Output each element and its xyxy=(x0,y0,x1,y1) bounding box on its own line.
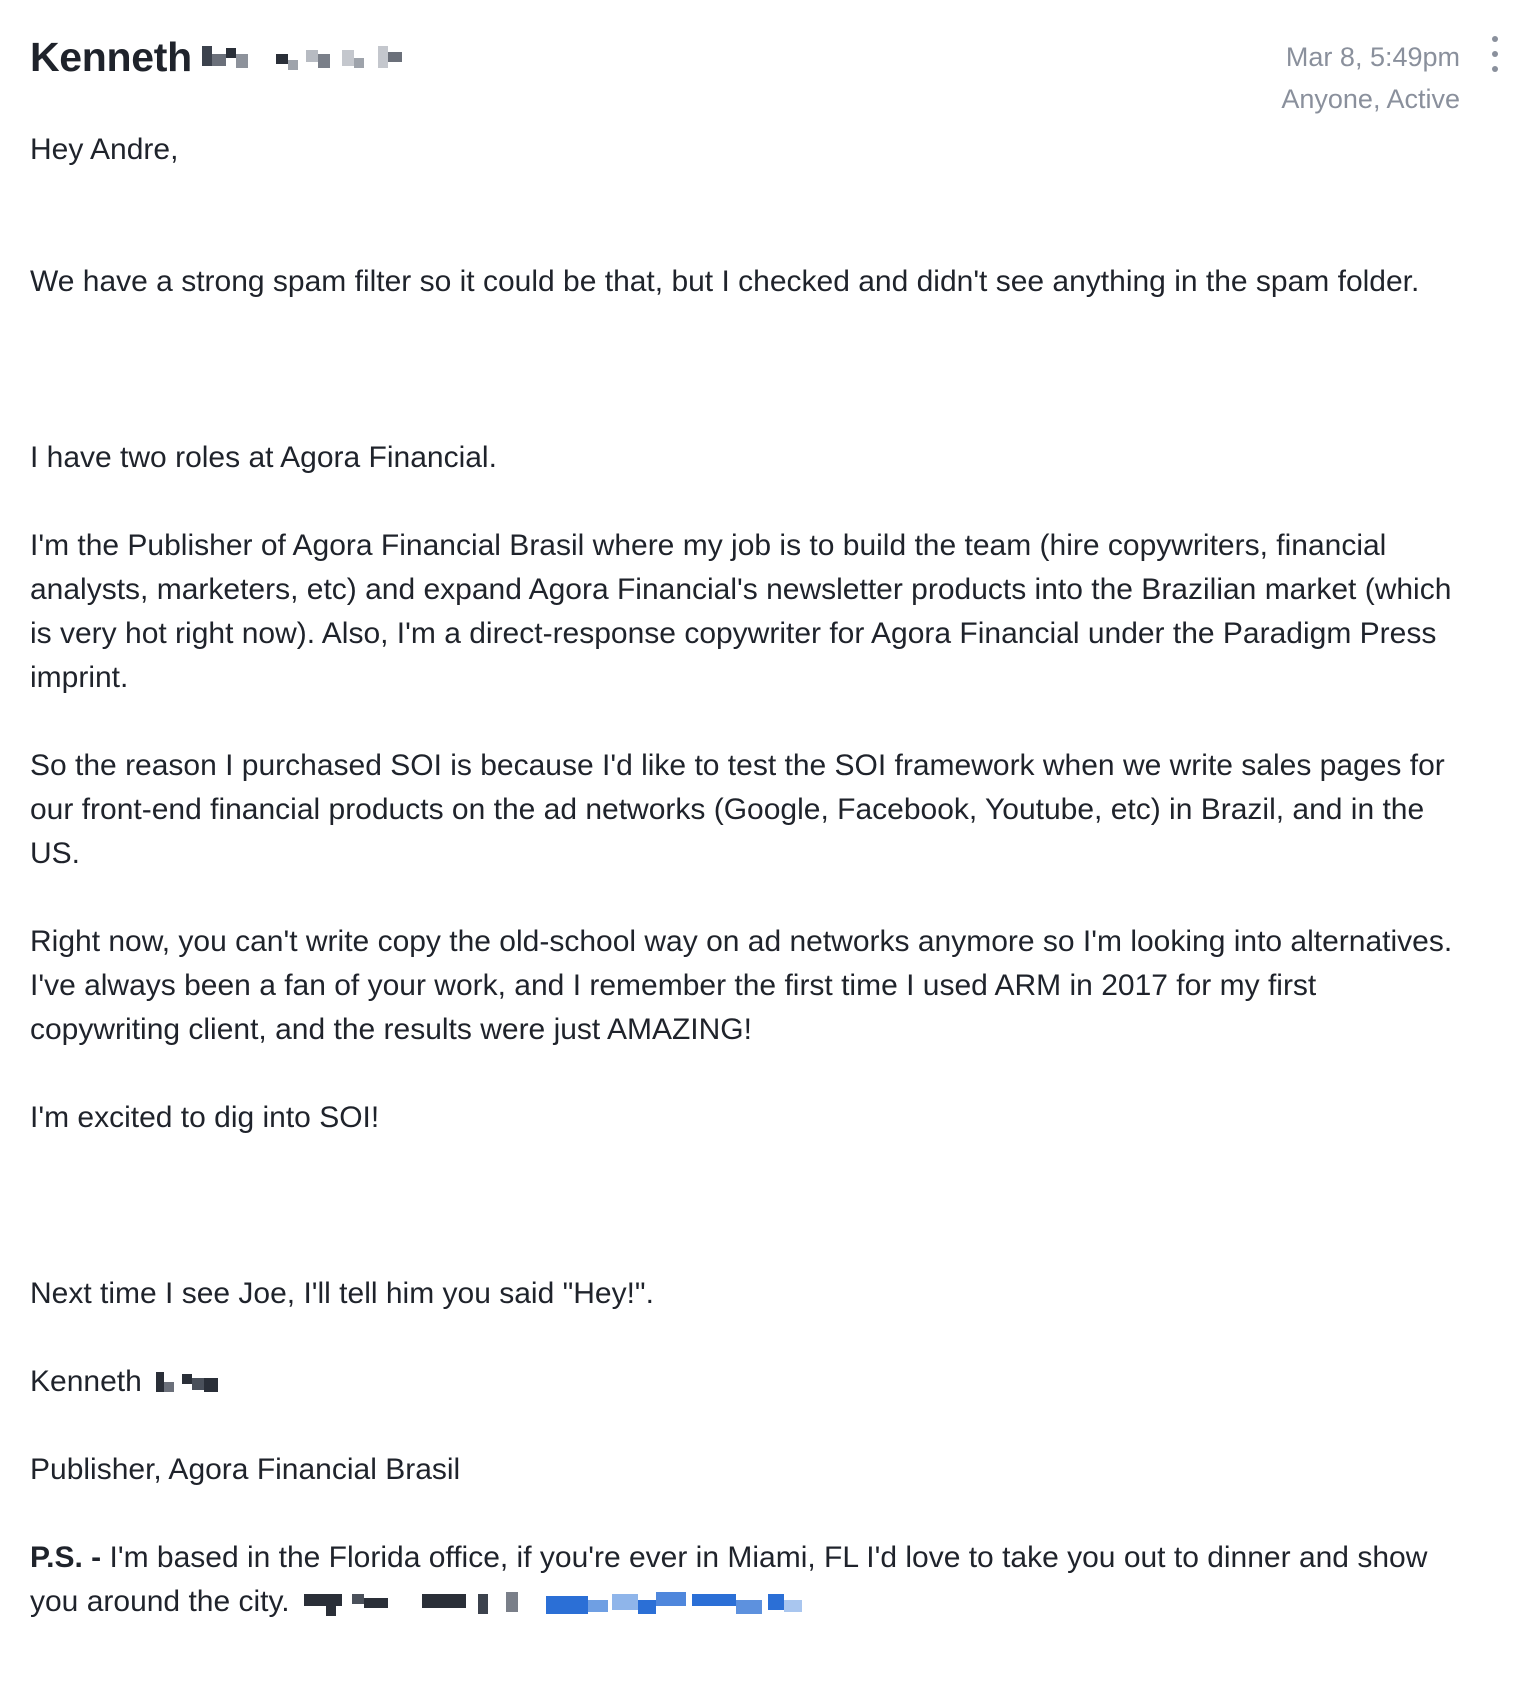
sender-name[interactable] xyxy=(30,34,412,81)
message-visibility[interactable]: Anyone, Active xyxy=(1281,84,1460,114)
more-vertical-icon[interactable] xyxy=(1488,36,1502,72)
postscript-label: P.S. - xyxy=(30,1541,102,1574)
greeting: Hey Andre, xyxy=(30,133,179,166)
message-meta xyxy=(1281,36,1460,120)
postscript-text: I'm based in the Florida office, if you're ever in Miami, FL I'd love to take you out to dinner and show you around the city. xyxy=(30,1541,1428,1618)
message-body xyxy=(30,128,1470,1624)
message-date: Mar 8, 5:49pm xyxy=(1285,42,1460,72)
paragraph-spam-filter: We have a strong spam filter so it could be that, but I checked and didn't see anything in the spam folder. xyxy=(30,265,1420,298)
paragraph-soi-reason: So the reason I purchased SOI is because I'd like to test the SOI framework when we write sales pages for our front-end financial products on the ad networks (Google, Facebook, Youtube, etc) in Brazil, and in the US. xyxy=(30,749,1445,870)
message-header xyxy=(30,30,1510,120)
sender-first-name: Kenneth xyxy=(30,34,192,80)
paragraph-alternatives: Right now, you can't write copy the old-school way on ad networks anymore so I'm looking into alternatives. I've always been a fan of your work, and I remember the first time I used ARM in 2017 for my first copywriting client, and the results were just AMAZING! xyxy=(30,925,1453,1046)
redacted-link[interactable] xyxy=(506,1590,806,1616)
paragraph-excited: I'm excited to dig into SOI! xyxy=(30,1101,380,1134)
redacted-contact xyxy=(298,1590,498,1616)
redacted-surname xyxy=(202,44,412,72)
signature-first-name: Kenneth xyxy=(30,1365,142,1398)
signature-name xyxy=(30,1360,1470,1404)
redacted-signature-surname xyxy=(150,1370,220,1396)
postscript xyxy=(30,1536,1470,1624)
paragraph-publisher: I'm the Publisher of Agora Financial Brasil where my job is to build the team (hire copywriters, financial analysts, marketers, etc) and expand Agora Financial's newsletter products into the Brazilian market (which is very hot right now). Also, I'm a direct-response copywriter for Agora Financial under the Paradigm Press imprint. xyxy=(30,529,1452,694)
paragraph-roles: I have two roles at Agora Financial. xyxy=(30,441,497,474)
signature-title: Publisher, Agora Financial Brasil xyxy=(30,1453,461,1486)
paragraph-joe: Next time I see Joe, I'll tell him you said "Hey!". xyxy=(30,1277,654,1310)
